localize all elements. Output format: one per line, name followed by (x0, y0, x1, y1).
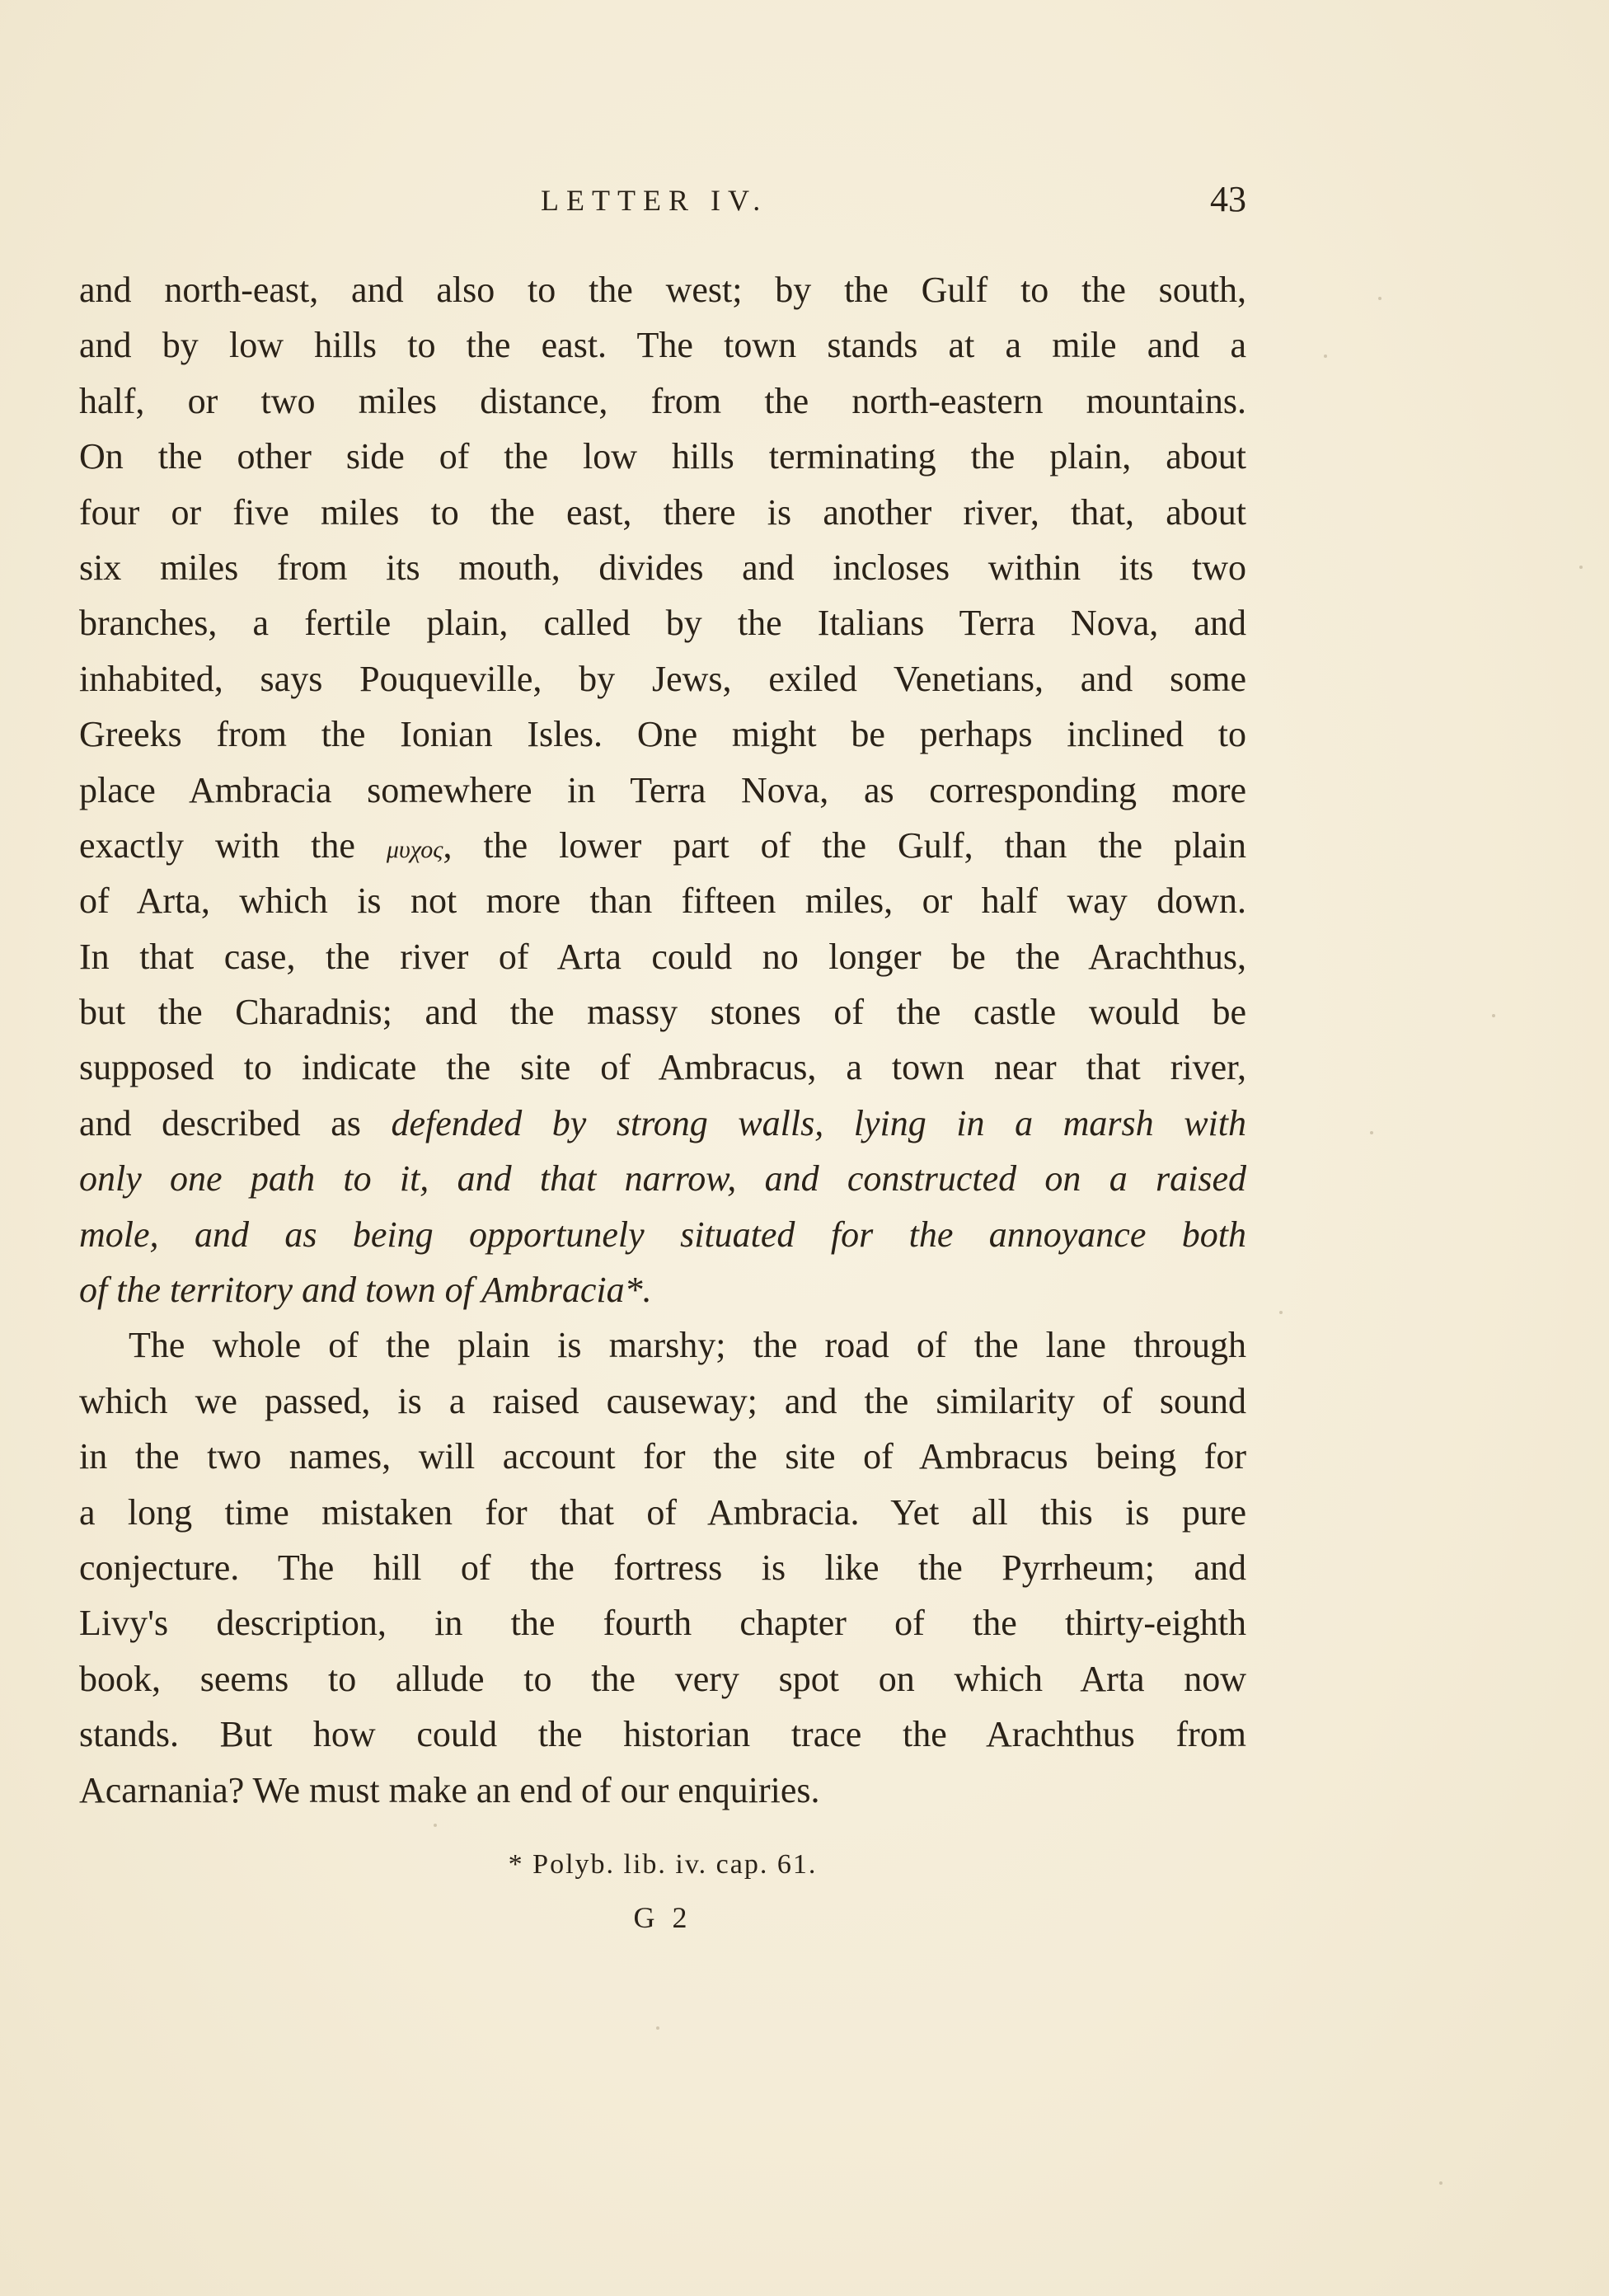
text-line: but the Charadnis; and the massy stones of the castle would be (79, 992, 1246, 1033)
text-line: and north-east, and also to the west; by the Gulf to the south, (79, 270, 1246, 310)
text-line: only one path to it, and that narrow, and constructed on a raised (79, 1158, 1246, 1200)
paper-speck (1579, 566, 1583, 569)
text-line: Livy's description, in the fourth chapter of the thirty-eighth (79, 1603, 1246, 1644)
text-line: and described as defended by strong walls, lying in a marsh with (79, 1102, 1246, 1143)
page-header (79, 179, 1246, 232)
paper-speck (1378, 297, 1381, 300)
paper-speck (434, 1824, 437, 1827)
paper-speck (1279, 1311, 1283, 1314)
footnote: * Polyb. lib. iv. cap. 61. (508, 1849, 818, 1880)
paper-speck (1324, 354, 1327, 358)
text-line: mole, and as being opportunely situated for the annoyance both (79, 1214, 1246, 1255)
text-line: half, or two miles distance, from the north-eastern mountains. (79, 380, 1246, 421)
page-number: 43 (1210, 179, 1246, 219)
text-line: stands. But how could the historian trace the Arachthus from (79, 1714, 1246, 1755)
text-line: six miles from its mouth, divides and incloses within its two (79, 547, 1246, 588)
text-line: inhabited, says Pouqueville, by Jews, exiled Venetians, and some (79, 658, 1246, 699)
text-line: which we passed, is a raised causeway; and the similarity of sound (79, 1380, 1246, 1421)
text-line: book, seems to allude to the very spot on which Arta now (79, 1658, 1246, 1699)
italic-quote: defended by strong walls, lying in a marsh with (391, 1102, 1246, 1143)
paper-speck (656, 2026, 659, 2030)
text-line: exactly with the μυχος, the lower part of the Gulf, than the plain (79, 824, 1246, 866)
body-text (79, 262, 1246, 1818)
signature-mark: G 2 (633, 1901, 692, 1934)
greek-word: μυχος (386, 835, 443, 863)
running-title: LETTER IV. (541, 184, 768, 217)
text-line: Acarnania? We must make an end of our enquiries. (79, 1769, 820, 1810)
text-line: supposed to indicate the site of Ambracus, a town near that river, (79, 1047, 1246, 1088)
text-line: a long time mistaken for that of Ambracia. Yet all this is pure (79, 1491, 1246, 1533)
text-line: of Arta, which is not more than fifteen miles, or half way down. (79, 880, 1246, 922)
text-line: In that case, the river of Arta could no longer be the Arachthus, (79, 936, 1246, 977)
text-line: of the territory and town of Ambracia*. (79, 1270, 652, 1311)
text-line: branches, a fertile plain, called by the Italians Terra Nova, and (79, 603, 1246, 644)
paper-speck (1370, 1131, 1373, 1134)
text-line: in the two names, will account for the site of Ambracus being for (79, 1436, 1246, 1477)
paper-speck (1492, 1014, 1495, 1017)
text-line: place Ambracia somewhere in Terra Nova, as corresponding more (79, 769, 1246, 810)
text-line: On the other side of the low hills terminating the plain, about (79, 436, 1246, 477)
paper-speck (1439, 2181, 1442, 2185)
text-line: Greeks from the Ionian Isles. One might be perhaps inclined to (79, 714, 1246, 755)
text-line: conjecture. The hill of the fortress is like the Pyrrheum; and (79, 1547, 1246, 1588)
text-line: four or five miles to the east, there is another river, that, about (79, 491, 1246, 533)
text-line: The whole of the plain is marshy; the road of the lane through (129, 1325, 1246, 1366)
text-line: and by low hills to the east. The town stands at a mile and a (79, 325, 1246, 366)
